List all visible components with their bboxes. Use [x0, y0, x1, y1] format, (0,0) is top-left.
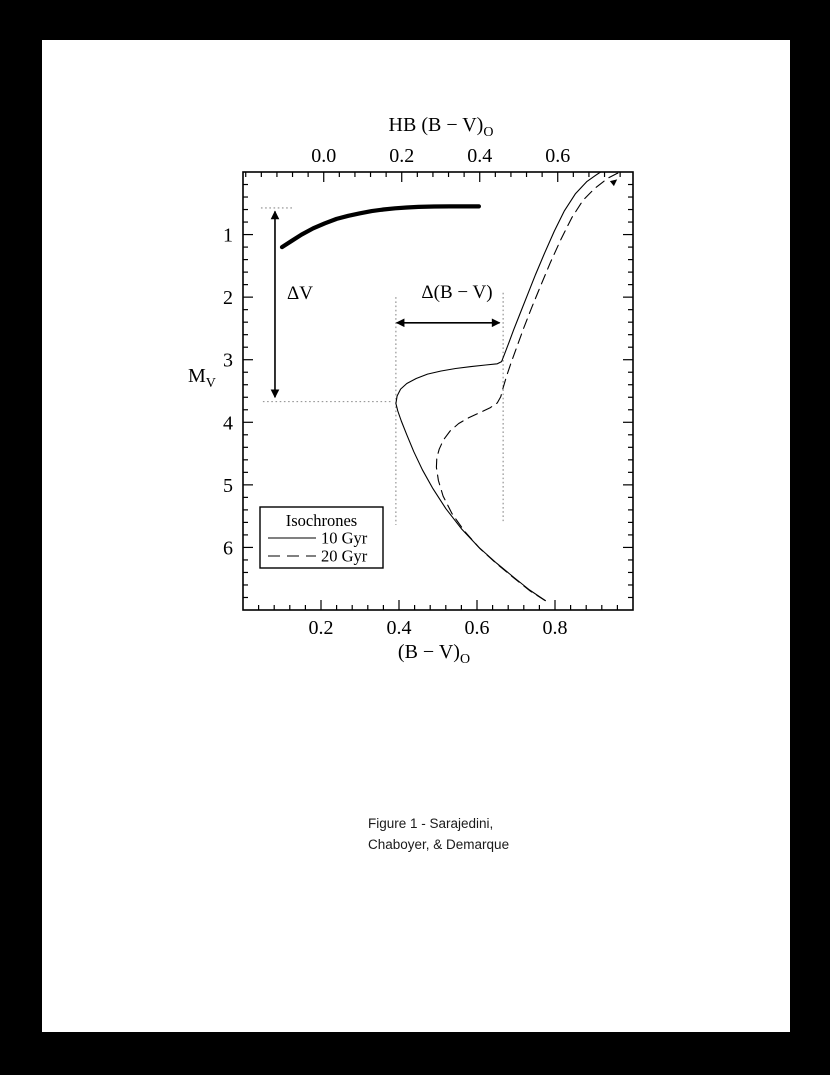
legend-entry-20gyr: 20 Gyr: [321, 546, 368, 566]
delta-v-label: ΔV: [287, 283, 313, 304]
figure-caption: [368, 813, 509, 855]
y-axis-title-subscript: V: [205, 376, 216, 391]
measurement-arrows: [275, 211, 500, 397]
figure-page: [42, 40, 790, 1032]
top-tick-label: 0.2: [389, 145, 415, 167]
giant-branch-direction-arrow: [610, 177, 619, 186]
top-tick-label: 0.4: [467, 145, 493, 167]
y-axis-title: [188, 365, 216, 391]
caption-line-1: Figure 1 - Sarajedini,: [368, 816, 494, 831]
bottom-axis-title: [398, 641, 470, 667]
series-isochrone-10-gyr: [396, 172, 601, 601]
bottom-tick-label: 0.8: [542, 617, 568, 639]
guide-lines: [261, 208, 503, 525]
left-tick-label: 3: [223, 349, 233, 372]
left-tick-label: 4: [223, 412, 233, 435]
top-tick-label: 0.6: [545, 145, 571, 167]
bottom-axis-title-main: (B − V): [397, 641, 460, 663]
legend-title: Isochrones: [285, 511, 358, 530]
caption-line-2: Chaboyer, & Demarque: [368, 837, 510, 852]
top-axis-title-main: HB (B − V): [388, 114, 484, 136]
top-axis-title: [389, 114, 494, 140]
top-axis-title-subscript: O: [483, 125, 494, 140]
bottom-axis-title-subscript: O: [459, 652, 471, 667]
bottom-tick-label: 0.2: [308, 617, 334, 639]
top-tick-label: 0.0: [311, 145, 337, 167]
left-tick-label: 1: [223, 224, 233, 247]
bottom-tick-label: 0.6: [464, 617, 490, 639]
y-axis-title-main: M: [188, 365, 206, 387]
legend-box: [260, 507, 383, 568]
series-horizontal-branch: [282, 206, 479, 247]
left-tick-label: 5: [223, 474, 233, 497]
left-tick-label: 6: [223, 537, 233, 560]
bottom-tick-label: 0.4: [386, 617, 412, 639]
figure-canvas: [42, 40, 790, 1032]
delta-bv-label: Δ(B − V): [421, 282, 493, 303]
series-isochrone-20-gyr: [436, 172, 623, 601]
left-tick-label: 2: [223, 287, 233, 310]
legend-entry-10gyr: 10 Gyr: [321, 528, 368, 548]
